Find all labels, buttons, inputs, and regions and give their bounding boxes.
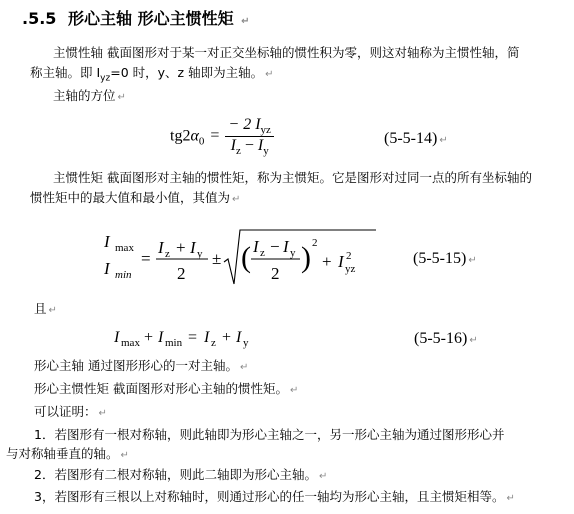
principal-moment-continuation [30,188,240,209]
svg-text:=: = [141,249,151,268]
principal-axis-condition [30,63,273,89]
return-mark-icon: ↵ [120,450,129,461]
section-number: .5.5 [22,9,57,28]
paragraph-text: 1．若图形有一根对称轴，则此轴即为形心主轴之一，另一形心主轴为通过图形形心并 [34,427,505,442]
eq-alpha: α [190,127,199,145]
proof-item-1 [34,425,504,444]
svg-text:I: I [253,237,259,256]
svg-text:I: I [114,329,120,346]
section-title: 形心主轴 形心主惯性矩 [68,9,234,28]
centroidal-moment-definition [34,379,298,400]
paragraph-text: 3，若图形有三根以上对称轴时，则通过形心的任一轴均为形心主轴，且主惯矩相等。 [34,489,505,504]
equation-number [413,250,477,268]
paragraph-text: 2．若图形有二根对称轴，则此二轴即为形心主轴。 [34,467,317,482]
proof-item-1-continuation [6,444,129,465]
return-mark-icon: ↵ [506,493,515,504]
proof-intro [34,402,107,423]
equation-5-5-14: $tg2\alpha_0$ = $\frac{- 2 I_{yz}}{I_z - I_y}$ [170,116,274,157]
svg-text:yz: yz [345,263,356,275]
axis-direction-label [53,86,126,107]
svg-text:+: + [222,329,232,346]
proof-item-3 [34,487,515,508]
return-mark-icon: ↵ [289,385,299,396]
svg-text:2: 2 [346,250,352,262]
conjunction-text: 且 [34,301,47,316]
eq-subscript: yz [260,124,271,137]
equation-5-5-15 [100,222,380,298]
eq-denominator: I [230,137,236,155]
centroidal-axis-definition [34,356,248,377]
condition-text-end: =0 时，y、z 轴即为主轴。 [110,65,264,80]
svg-text:2: 2 [271,264,280,283]
equation-5-5-16 [110,322,280,356]
eq-subscript: 0 [198,135,205,148]
eq-lhs: tg2 [170,127,191,145]
svg-text:+: + [176,238,186,257]
paragraph-text: 与对称轴垂直的轴。 [6,446,119,461]
equation-number [384,130,448,148]
principal-moment-definition [53,168,532,187]
eq-numerator: − 2 I [228,116,261,133]
section-heading [22,6,250,29]
svg-text:z: z [165,248,170,260]
eq-imin: I [104,259,110,278]
svg-text:(: ( [241,241,251,274]
definition-text: 主惯性轴 截面图形对于某一对正交坐标轴的惯性积为零，则这对轴称为主惯性轴，简 [53,45,520,60]
svg-text:z: z [260,247,265,259]
eq-imax: I [104,232,110,251]
return-mark-icon: ↵ [117,92,126,103]
svg-text:=: = [188,329,198,346]
condition-text: 称主轴。即 I [30,65,101,80]
svg-text:−: − [270,237,280,256]
svg-text:2: 2 [177,264,186,283]
eq-5-5-16-graphic [110,322,280,352]
proof-item-2 [34,465,327,486]
svg-text:I: I [283,237,289,256]
paragraph-text: 主轴的方位 [53,88,116,103]
return-mark-icon: ↵ [48,305,57,316]
svg-text:y: y [243,337,249,349]
return-mark-icon: ↵ [469,335,478,346]
return-mark-icon: ↵ [468,255,477,266]
svg-text:I: I [158,238,164,257]
return-mark-icon: ↵ [241,16,250,27]
svg-text:+: + [144,329,154,346]
subscript: yz [100,73,111,84]
paragraph-text: 惯性矩中的最大值和最小值，其值为 [30,190,231,205]
svg-text:z: z [211,337,216,349]
equation-number [414,330,478,348]
svg-text:I: I [190,238,196,257]
return-mark-icon: ↵ [98,408,107,419]
svg-text:y: y [290,247,296,259]
svg-text:): ) [301,241,311,274]
eq-imin-sub: min [115,269,132,281]
svg-text:y: y [197,248,203,260]
return-mark-icon: ↵ [232,194,241,205]
svg-text:I: I [204,329,210,346]
return-mark-icon: ↵ [265,69,274,80]
eq-subscript: z [235,145,241,158]
return-mark-icon: ↵ [239,362,249,373]
svg-text:+: + [322,252,332,271]
principal-axis-definition [53,43,519,62]
eq-number-text: (5-5-16) [414,330,468,347]
svg-text:I: I [236,329,242,346]
paragraph-text: 主惯性矩 截面图形对主轴的惯性矩，称为主惯矩。它是图形对过同一点的所有坐标轴的 [53,170,532,185]
eq-fraction [225,116,274,157]
return-mark-icon: ↵ [318,471,328,482]
svg-text:I: I [158,329,164,346]
eq-subscript: y [263,145,269,158]
eq-denominator-term: I [257,137,264,155]
svg-text:min: min [165,337,183,349]
conjunction-and [34,299,57,320]
svg-text:2: 2 [312,237,318,249]
return-mark-icon: ↵ [439,135,448,146]
svg-text:±: ± [212,249,222,268]
paragraph-text: 可以证明： [34,404,97,419]
svg-text:max: max [121,337,140,349]
paragraph-text: 形心主轴 通过图形形心的一对主轴。 [34,358,238,373]
paragraph-text: 形心主惯性矩 截面图形对形心主轴的惯性矩。 [34,381,288,396]
eq-imax-sub: max [115,242,134,254]
eq-5-5-15-graphic [100,222,380,294]
eq-number-text: (5-5-14) [384,130,438,147]
svg-text:I: I [338,252,344,271]
eq-operator: − [240,137,258,155]
eq-number-text: (5-5-15) [413,250,467,267]
